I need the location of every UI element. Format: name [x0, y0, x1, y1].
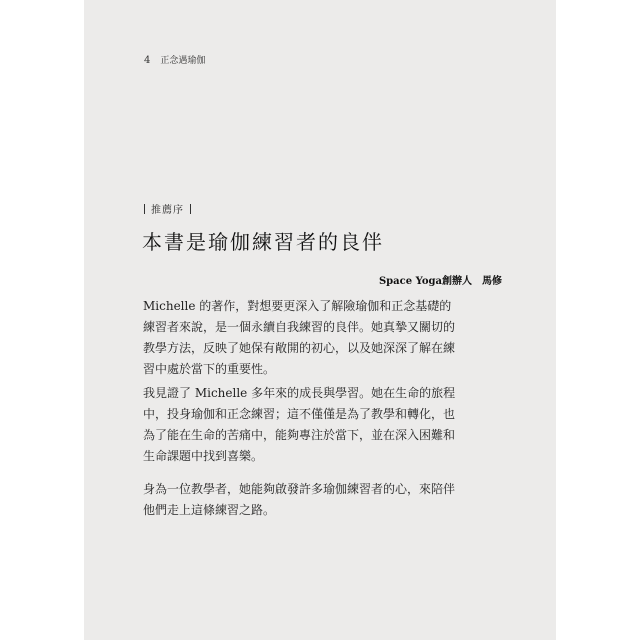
- paragraph-2: 我見證了 Michelle 多年來的成長與學習。她在生命的旅程中，投身瑜伽和正念練習；這不僅僅是為了教學和轉化，也為了能在生命的苦痛中，能夠專注於當下，並在深入困難和生命課題中找到喜樂。: [143, 386, 456, 463]
- byline: [342, 272, 502, 287]
- running-title: 正念遇瑜伽: [160, 56, 206, 66]
- divider-right: [190, 204, 191, 214]
- running-header: [144, 53, 205, 66]
- book-page: [84, 0, 556, 640]
- byline-role: Space Yoga創辦人: [378, 276, 472, 287]
- page-number: 4: [144, 55, 151, 66]
- section-label: [144, 201, 191, 216]
- paragraph-1: Michelle 的著作，對想要更深入了解險瑜伽和正念基礎的練習者來說，是一個永續自我練習的良伴。她真摯又關切的教學方法，反映了她保有敞開的初心，以及她深深了解在練習中處於當下的重要性。: [143, 299, 456, 376]
- byline-name: 馬修: [482, 276, 502, 287]
- chapter-title: 本書是瑜伽練習者的良伴: [142, 230, 384, 254]
- paragraph-3: 身為一位教學者，她能夠啟發許多瑜伽練習者的心，來陪伴他們走上這條練習之路。: [143, 482, 456, 517]
- divider-left: [144, 204, 145, 214]
- section-label-text: 推薦序: [151, 205, 184, 216]
